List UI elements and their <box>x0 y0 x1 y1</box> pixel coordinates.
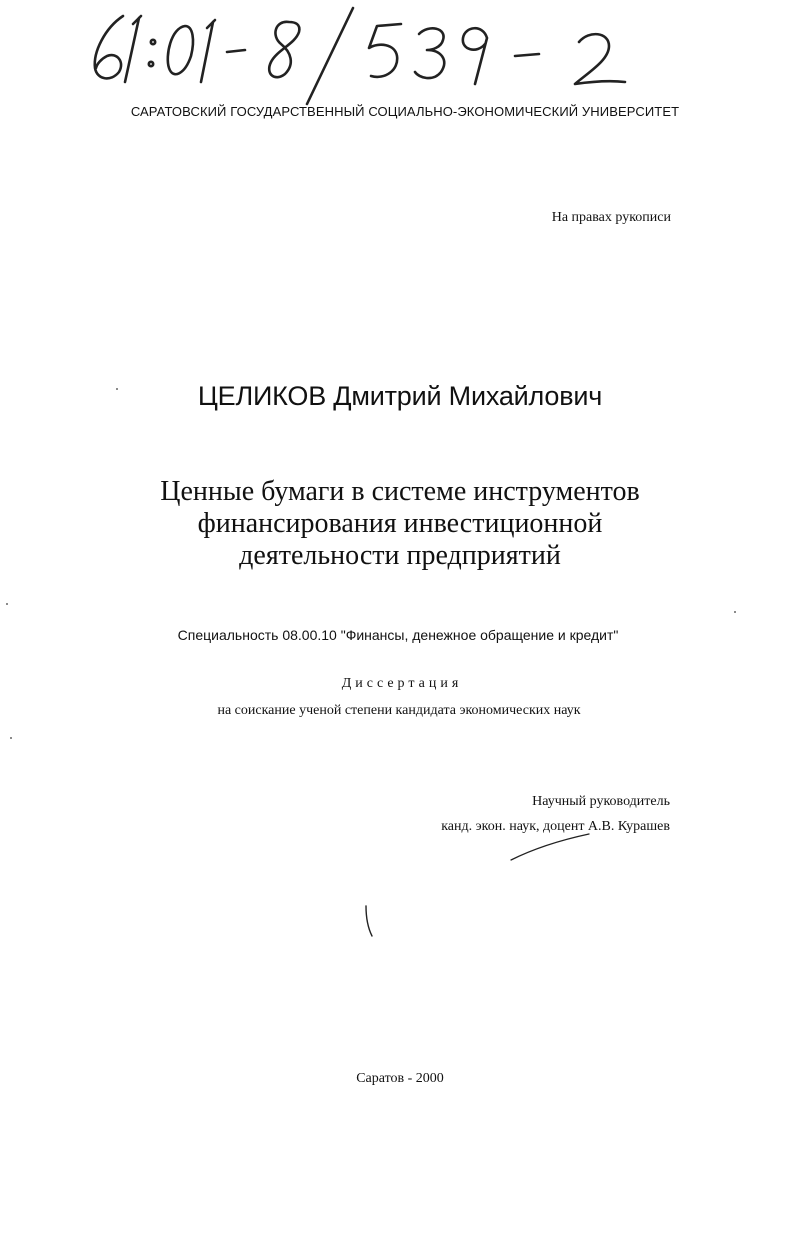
dissertation-title <box>0 476 796 572</box>
stray-pen-mark <box>360 902 380 942</box>
title-line: деятельности предприятий <box>239 540 561 571</box>
scan-speck <box>10 737 12 739</box>
scan-speck <box>116 388 118 390</box>
author-name: ЦЕЛИКОВ Дмитрий Михайлович <box>197 381 603 411</box>
specialty-line: Специальность 08.00.10 "Финансы, денежное обращение и кредит" <box>177 627 619 643</box>
signature-stroke <box>505 830 595 870</box>
manuscript-rights-note: На правах рукописи <box>551 210 671 225</box>
handwritten-code <box>85 4 645 110</box>
title-line: Ценные бумаги в системе инструментов <box>160 476 640 507</box>
supervisor-name: канд. экон. наук, доцент А.В. Курашев <box>441 819 670 834</box>
supervisor-label: Научный руководитель <box>532 794 670 809</box>
degree-line: на соискание ученой степени кандидата экономических наук <box>217 703 581 718</box>
title-line: финансирования инвестиционной <box>197 508 603 539</box>
document-type: Диссертация <box>341 676 463 691</box>
scan-speck <box>734 611 736 613</box>
handwritten-code-drawing <box>85 4 645 110</box>
city-year: Саратов - 2000 <box>356 1071 444 1086</box>
scan-speck <box>6 603 8 605</box>
university-name: САРАТОВСКИЙ ГОСУДАРСТВЕННЫЙ СОЦИАЛЬНО-ЭКОНОМИЧЕСКИЙ УНИВЕРСИТЕТ <box>130 104 680 119</box>
